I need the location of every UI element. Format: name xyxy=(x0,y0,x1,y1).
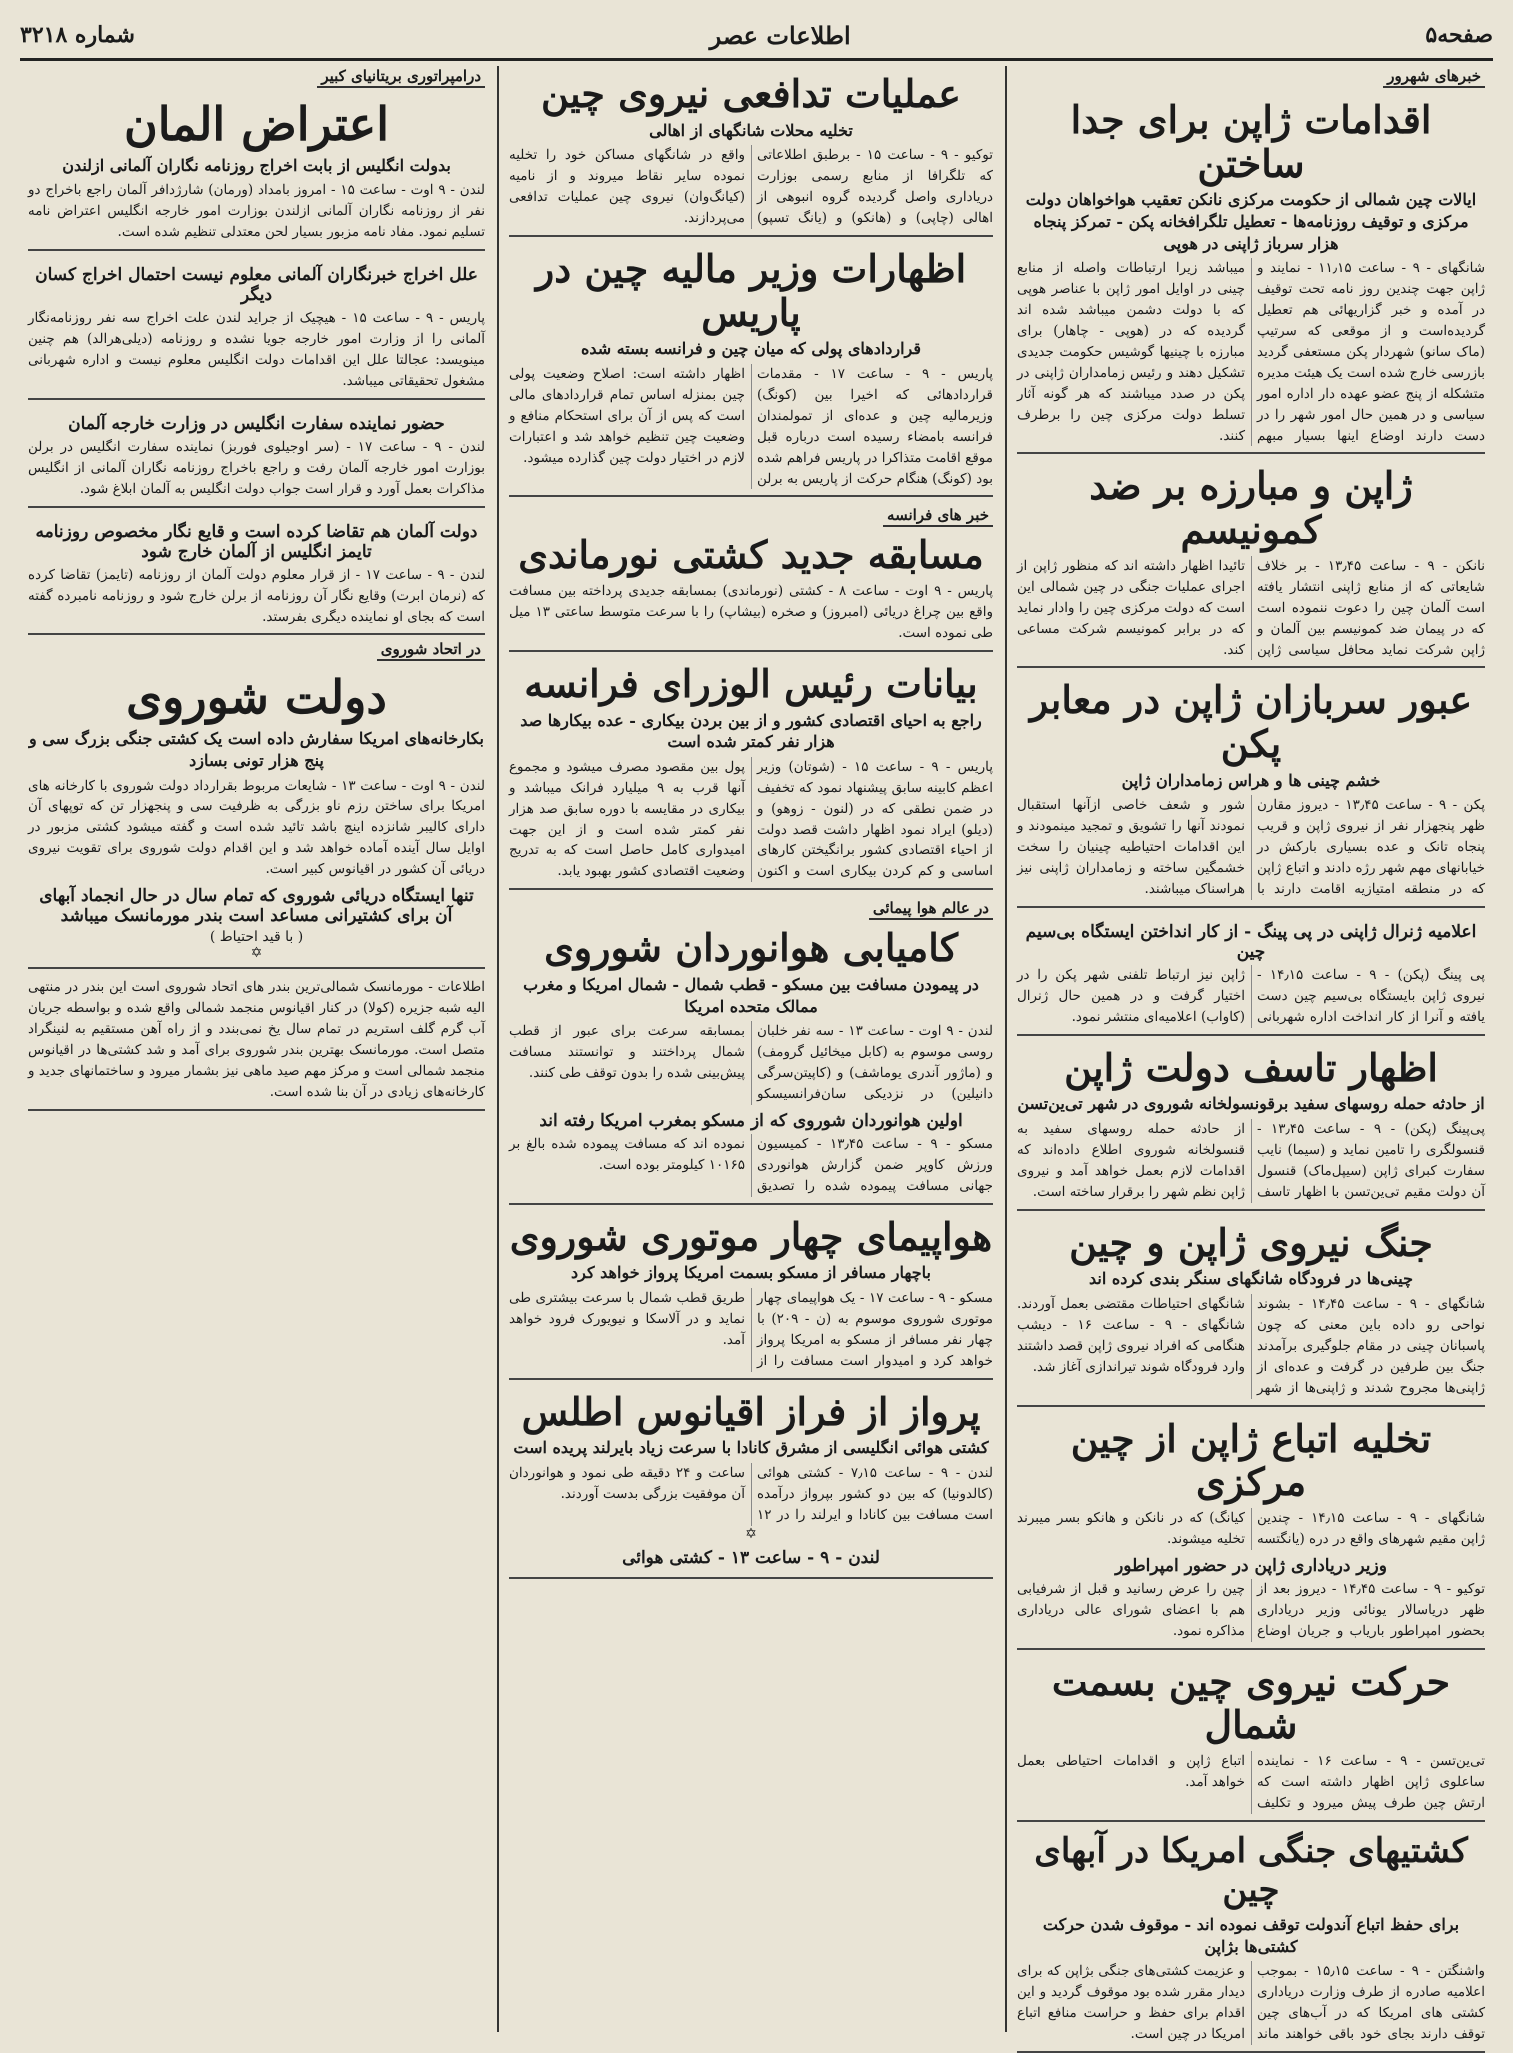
article-body: لندن - ۹ - ساعت ۱۷ - (سر اوجیلوی فوربز) نماینده سفارت انگلیس در برلن بوزارت امور خارجه آلمان رفت و راجع باخراج روزنامه نگاران آلمانی از انگلیس مذاکرات بعمل آورد و قرار است جواب دولت انگلیس به آلمان ابلاغ شود. xyxy=(28,438,485,497)
subheadline: چینی‌ها در فرودگاه شانگهای سنگر بندی کرده اند xyxy=(1089,1269,1413,1289)
small-headline: حضور نماینده سفارت انگلیس در وزارت خارجه آلمان xyxy=(68,413,445,434)
article-body: واشنگتن - ۹ - ساعت ۱۵٫۱۵ - بموجب اعلامیه صادره از طرف وزارت دریاداری کشتی های امریکا که در آب‌های چین توقف دارند بجای خود باقی خواهند ماند و عزیمت کشتی‌های جنگی بژاپن که برای دیدار مقرر شده بود موقوف گردید و این اقدام برای حفظ و حراست منافع اتباع امریکا در چین است. xyxy=(1017,1963,1486,2042)
article-body: لندن - ۹ - ساعت ۷٫۱۵ - کشتی هوائی (کالدونیا) که بین دو کشور بپرواز درآمده است مسافت بین کانادا و ایرلند را در ۱۲ ساعت و ۲۴ دقیقه طی نمود و هوانوردان آن موفقیت بزرگی بدست آوردند. xyxy=(509,1464,993,1523)
article xyxy=(28,92,485,251)
headline: پرواز از فراز اقیانوس اطلس xyxy=(521,1388,981,1434)
small-headline: وزیر دریاداری ژاپن در حضور امپراطور xyxy=(1115,1555,1387,1576)
article-body: نانکن - ۹ - ساعت ۱۳٫۴۵ - بر خلاف شایعاتی که از منابع ژاپنی انتشار یافته است آلمان چین را دعوت ننموده است که در پیمان ضد کمونیسم بین آلمان و ژاپن شرکت نماید محافل سیاسی ژاپن تائیدا اظهار داشته اند که منظور ژاپن از اجرای عملیات جنگی در چین شمالی این است که دولت مرکزی چین را وادار نماید که در برابر کمونیسم شرکت مساعی کند. xyxy=(1017,557,1485,658)
section-tag: در اتحاد شوروی xyxy=(377,640,485,661)
article xyxy=(1017,1215,1485,1407)
subheadline: راجع به احیای اقتصادی کشور و از بین بردن بیکاری - عده بیکارها صد هزار نفر کمتر شده است xyxy=(520,710,982,752)
headline: اقدامات ژاپن برای جدا ساختن xyxy=(1070,97,1432,186)
subheadline: بدولت انگلیس از بابت اخراج روزنامه نگاران آلمانی ازلندن xyxy=(62,155,451,175)
subheadline: بکارخانه‌های امریکا سفارش داده است یک کشتی جنگی بزرگ سی و پنج هزار تونی بسازد xyxy=(28,729,485,770)
article xyxy=(509,66,993,237)
headline: دولت شوروی xyxy=(126,670,387,725)
article-body: اطلاعات - مورمانسک شمالی‌ترین بندر های اتحاد شوروی است این بندر در منتهی الیه شبه جزیره (کولا) در کنار اقیانوس منجمد شمالی واقع شده و بواسطه جریان آب گرم گلف استریم در تمام سال یخ نمی‌بندد و از راه آهن مستقیم به لنینگراد متصل است. مورمانسک بهترین بندر شوروی برای آمد و شد کشتی‌ها در اقیانوس منجمد شمالی است و مرکز مهم صید ماهی نیز بشمار میرود و ساختمانهای جدید و کارخانه‌های زیادی در آن بنا شده است. xyxy=(28,979,485,1100)
subheadline: باچهار مسافر از مسکو بسمت امریکا پرواز خواهد کرد xyxy=(571,1263,931,1283)
masthead xyxy=(20,12,1493,61)
subheadline: در پیمودن مسافت بین مسکو - قطب شمال - شمال امریکا و مغرب ممالک متحده امریکا xyxy=(523,975,979,1016)
article xyxy=(509,656,993,890)
article-body: شانگهای - ۹ - ساعت ۱۱٫۱۵ - نمایند و ژاپن جهت چندین روز نامه تحت توقیف در آمده و خبر گزاریهائی هم تعطیل گردیده‌است و از موقعی که سرتیپ (ماک سانو) شهردار پکن مستعفی گردید بازرسی خارج شده است یک هیئت مدیره متشکله از پنج عضو عهده دار اداره امور سیاسی و در همین حال امور شهر را در دست دارند اوضاع اینها بسیار مبهم میباشد زیرا ارتباطات واصله از منابع چینی در اوایل امور ژاپن با عناصر هوپی که با دولت دشمن میباشد شده اند گردیده که در (هوپی - چاهار) برای مبارزه با چینیها گوشیس حکومت جدیدی تشکیل دهند و رئیس زمامداران ژاپنی در پکن در صدد میباشند که هر گونه آثار تسلط دولت مرکزی چین را برطرف کنند. xyxy=(1017,260,1486,444)
article-body: شانگهای - ۹ - ساعت ۱۴٫۱۵ - چندین ژاپن مقیم شهرهای واقع در دره (یانگتسه کیانگ) که در نانکن و هانکو بسر میبرند تخلیه میشوند. xyxy=(1017,1510,1486,1547)
article xyxy=(28,512,485,636)
article xyxy=(509,501,993,651)
article xyxy=(509,241,993,498)
article-body: توکیو - ۹ - ساعت ۱۴٫۴۵ - دیروز بعد از ظهر دریاسالار یونائی وزیر دریاداری بحضور امپراطور باریاب و جریان اوضاع چین را عرض رسانید و قبل از شرفیابی هم با اعضای شورای عالی دریاداری مذاکره نمود. xyxy=(1017,1580,1486,1639)
column-rule xyxy=(1005,66,1007,2032)
article-body: تی‌ین‌تسن - ۹ - ساعت ۱۶ - نماینده ساعلوی ژاپن اظهار داشته است که ارتش چین طرف پیش میرود و تکلیف اتباع ژاپن و اقدامات احتیاطی بعمل خواهد آمد. xyxy=(1017,1753,1486,1811)
article xyxy=(28,973,485,1111)
headline: کامیابی هوانوردان شوروی xyxy=(544,925,958,971)
headline: حرکت نیروی چین بسمت شمال xyxy=(1051,1658,1451,1748)
article xyxy=(509,894,993,1204)
headline: ژاپن و مبارزه بر ضد کمونیسم xyxy=(1089,463,1413,553)
article-body: پاریس - ۹ - ساعت ۱۵ - هیچیک از جراید لندن علت اخراج سه نفر روزنامه‌نگار آلمانی را از وزارت امور خارجه جویا نشده و روزنامه (دیلی‌هرالد) هم چنین مینویسد: عجالتا علل این اقدامات دولت انگلیس معلوم نیست و اداره شهربانی مشغول تحقیقاتی میباشد. xyxy=(28,310,485,390)
article-body: پی‌پینگ (پکن) - ۹ - ساعت ۱۳٫۴۵ - قنسولگری را تامین نماید و (سیما) نایب سفارت کبرای ژاپن (سیپل‌ماک) قنسول آن دولت مقیم تی‌ین‌تسن با اظهار تاسف از حادثه حمله روسهای سفید به قنسولخانه شوروی اطلاع داده‌اند که اقدامات لازم بعمل خواهد آمد و نیروی ژاپن نظم شهر را برقرار ساخته است. xyxy=(1017,1121,1486,1200)
newspaper-name: اطلاعات عصر xyxy=(709,20,851,50)
subheadline: کشتی هوائی انگلیسی از مشرق کانادا با سرعت زیاد بایرلند پریده است xyxy=(513,1438,989,1458)
subheadline: تخلیه محلات شانگهای از اهالی xyxy=(649,120,853,140)
small-headline: اولین هوانوردان شوروی که از مسکو بمغرب امریکا رفته اند xyxy=(539,1110,963,1131)
article xyxy=(1017,1826,1485,2053)
article-body: پکن - ۹ - ساعت ۱۳٫۴۵ - دیروز مقارن ظهر پنجهزار نفر از نیروی ژاپن و قریب پنجاه تانک و عده بسیاری بارکش در خیابانهای مهم شهر رژه دادند و اتباع ژاپن که در منطقه امتیازیه اقامت دارند با شور و شعف خاصی ازآنها استقبال نمودند آنها را تشویق و تمجید مینمودند و این اقدامات احتیاطیه چینیان را سخت خشمگین ساخته و زمامداران ژاپنی نیز هراسناک میباشند. xyxy=(1017,797,1486,898)
credit-line: ( با قید احتیاط ) xyxy=(209,929,304,946)
headline: عبور سربازان ژاپن در معابر پکن xyxy=(1029,677,1473,767)
subheadline: برای حفظ اتباع آندولت توقف نموده اند - موقوف شدن حرکت کشتی‌ها بژاپن xyxy=(1042,1914,1460,1956)
headline: عملیات تدافعی نیروی چین xyxy=(541,71,961,116)
column-left xyxy=(20,66,493,2032)
section-tag: در عالم هوا پیمائی xyxy=(869,899,993,920)
star-ornament: ✡ xyxy=(745,1525,757,1542)
article-body: پی پینگ (پکن) - ۹ - ساعت ۱۴٫۱۵ - نیروی ژاپن بایستگاه بی‌سیم چین دست یافته و آنرا از کار انداخت اداره شهربانی ژاپن نیز ارتباط تلفنی شهر پکن را در اختیار گرفت و در همین حال ژنرال (کاواب) اعلامیه‌ای منتشر نمود. xyxy=(1017,967,1486,1025)
article xyxy=(509,1384,993,1579)
page-label: صفحه۵ xyxy=(1425,22,1493,48)
article xyxy=(28,255,485,400)
article xyxy=(1017,1654,1485,1822)
column-middle xyxy=(501,66,1001,2032)
headline: تخلیه اتباع ژاپن از چین مرکزی xyxy=(1070,1415,1432,1505)
headline: مسابقه جدید کشتی نورماندی xyxy=(518,532,984,578)
small-headline: علل اخراج خبرنگاران آلمانی معلوم نیست احتمال اخراج کسان دیگر xyxy=(35,265,478,306)
headline: بیانات رئیس الوزرای فرانسه xyxy=(524,660,978,706)
article xyxy=(509,1209,993,1380)
headline: اظهارات وزیر مالیه چین در پاریس xyxy=(535,245,967,335)
footer-line: لندن - ۹ - ساعت ۱۳ - کشتی هوائی xyxy=(622,1547,880,1568)
section-tag: خبر های فرانسه xyxy=(883,506,993,527)
headline: اعتراض المان xyxy=(123,97,390,151)
column-right xyxy=(1009,66,1493,2042)
section-tag: خبرهای شهرور xyxy=(1383,67,1485,88)
article-body: لندن - ۹ اوت - ساعت ۱۵ - امروز بامداد (ورمان) شارژدافر آلمان راجع باخراج دو نفر از روزنامه نگاران آلمانی ازلندن بوزارت امور خارجه انگلیس اعتراض نامه تسلیم نمود. مفاد نامه مزبور بسیار لحن معتدلی تنظیم شده است. xyxy=(28,182,485,241)
section-tag: درامپراتوری بریتانیای کبیر xyxy=(317,67,485,88)
article xyxy=(28,404,485,508)
headline: جنگ نیروی ژاپن و چین xyxy=(1069,1219,1433,1265)
article xyxy=(1017,1411,1485,1650)
small-headline: دولت آلمان هم تقاضا کرده است و قایع نگار مخصوص روزنامه تایمز انگلیس از آلمان خارج شود xyxy=(35,521,478,562)
small-headline: اعلامیه ژنرال ژاپنی در پی پینگ - از کار انداختن ایستگاه بی‌سیم چین xyxy=(1025,922,1477,963)
issue-number: شماره ۳۲۱۸ xyxy=(20,22,135,48)
headline: هواپیمای چهار موتوری شوروی xyxy=(509,1213,993,1259)
subheadline: خشم چینی ها و هراس زمامداران ژاپن xyxy=(1121,770,1381,790)
article xyxy=(1017,672,1485,908)
article-body: لندن - ۹ اوت - ساعت ۱۳ - سه نفر خلبان روسی موسوم به (کابل میخائیل گرومف) و (ماژور آندری یوماشف) و (کاپیتن‌سرگی دانیلین) در نزدیکی سان‌فرانسیسکو بمسابقه سرعت برای عبور از قطب شمال پرداختند و توانستند مسافت پیش‌بینی شده را بدون توقف طی کنند. xyxy=(509,1023,993,1102)
star-ornament: ✡ xyxy=(250,945,263,962)
article xyxy=(1017,92,1485,454)
article-body: مسکو - ۹ - ساعت ۱۷ - یک هواپیمای چهار موتوری شوروی موسوم به (ن - ۲۰۹) با چهار نفر مسافر از مسکو به امریکا پرواز خواهد کرد و امیدوار است مسافت را از طریق قطب شمال با سرعت بیشتری طی نماید و در آلاسکا و نیویورک فرود خواهد آمد. xyxy=(509,1289,993,1369)
article-body: پاریس - ۹ - ساعت ۱۵ - (شوتان) وزیر اعظم کابینه سابق پیشنهاد نمود که تخفیف در ضمن نطقی که در (لنون - زوهو) و (دیلو) ایراد نمود اظهار داشت قصد دولت از احیاء اقتصادی کشور برانگیختن کارهای اساسی و کم کردن بیکاری است و اکنون پول بین مقصود مصرف میشود و مجموع آنها قرب به ۹ میلیارد فرانک میباشد و بیکاری در مقایسه با دوره سابق صد هزار نفر کمتر شده است و از این جهت امیدواری کامل حاصل است که به تدریج وضعیت اقتصادی کشور بهبود یابد. xyxy=(509,758,993,880)
article xyxy=(1017,912,1485,1036)
article xyxy=(1017,458,1485,668)
subheadline: ایالات چین شمالی از حکومت مرکزی نانکن تعقیب هواخواهان دولت مرکزی و توقیف روزنامه‌ها - تعطیل تلگرافخانه پکن - تمرکز پنجاه هزار سرباز ژاپنی در هوپی xyxy=(1025,190,1477,253)
article xyxy=(28,665,485,969)
subheadline: از حادثه حمله روسهای سفید برقونسولخانه شوروی در شهر تی‌ین‌تسن xyxy=(1017,1094,1485,1114)
small-headline: تنها ایستگاه دریائی شوروی که تمام سال در حال انجماد آبهای آن برای کشتیرانی مساعد است بندر مورمانسک میباشد xyxy=(39,886,474,927)
headline: اظهار تاسف دولت ژاپن xyxy=(1064,1044,1438,1090)
article-body: لندن - ۹ - ساعت ۱۷ - از قرار معلوم دولت آلمان از روزنامه (تایمز) تقاضا کرده که (نرمان ابرت) وقایع نگار آن روزنامه از برلن خارج شود و روزنامه نامبرده گفته است که بجای او نماینده دیگری بفرستد. xyxy=(28,566,486,625)
article-body: پاریس - ۹ - ساعت ۱۷ - مقدمات قراردادهائی که اخیرا بین (کونگ) وزیرمالیه چین و عده‌ای از تمولمندان فرانسه بامضاء رسیده است درباره قبل موقع اقامت متذاکرا در پاریس فراهم شده بود (کونگ) هنگام حرکت از پاریس به برلن اظهار داشته است: اصلاح وضعیت پولی چین بمنزله اساس تمام قراردادهای مالی است که پس از آن برای استحکام منافع و وضعیت چین تنظیم خواهد شد و اعتبارات لازم در اختیار دولت چین گذارده میشود. xyxy=(509,365,993,487)
article xyxy=(1017,1040,1485,1211)
article-body: شانگهای - ۹ - ساعت ۱۴٫۴۵ - بشوند نواحی رو داده باین معنی که چون پاسبانان چینی در مقام جلوگیری برآمدند جنگ بین طرفین در گرفت و عده‌ای از ژاپنی‌ها مجروح شدند و ژاپنی‌ها از شهر شانگهای احتیاطات مقتضی بعمل آوردند. شانگهای - ۹ - ساعت ۱۶ - دیشب هنگامی که افراد نیروی ژاپن قصد داشتند وارد فرودگاه شوند تیراندازی آغاز شد. xyxy=(1017,1296,1486,1396)
column-rule xyxy=(497,66,499,2032)
article-body: پاریس - ۹ اوت - ساعت ۸ - کشتی (نورماندی) بمسابقه جدیدی پرداخته بین مسافت واقع بین چراغ دریائی (امبروز) و صخره (بیشاپ) را با سرعت متوسط ساعتی ۱۳ میل طی نموده است. xyxy=(509,583,994,641)
headline: کشتیهای جنگی امریکا در آبهای چین xyxy=(1034,1830,1468,1910)
article-body: توکیو - ۹ - ساعت ۱۵ - برطبق اطلاعاتی که تلگرافا از منابع رسمی بوزارت دریاداری واصل گردیده گروه انبوهی از اهالی (چاپی) و (هانکو) و (یانگ تسپو) واقع در شانگهای مساکن خود را تخلیه نموده سایر نقاط میروند و از نامیه (کیانگ‌وان) نیروی چین عملیات تدافعی می‌پردازند. xyxy=(509,147,994,227)
article-body: لندن - ۹ اوت - ساعت ۱۳ - شایعات مربوط بقرارداد دولت شوروی با کارخانه های امریکا برای ساختن رزم ناو بزرگی به ظرفیت سی و پنجهزار تن که توپهای آن دارای کالیبر شانزده اینچ باشد تائید شده است و گفته میشود کشتی مزبور در اوایل سال آینده آماده خواهد شد و این اقدام دولت شوروی برای تقویت نیروی دریائی آن کشور در اقیانوس کبیر است. xyxy=(28,777,485,878)
article-body: مسکو - ۹ - ساعت ۱۳٫۴۵ - کمیسیون ورزش کاوپر ضمن گزارش هوانوردی جهانی مسافت پیموده شده را تصدیق نموده اند که مسافت پیموده شده بالغ بر ۱۰۱۶۵ کیلومتر بوده است. xyxy=(509,1135,993,1194)
subheadline: قراردادهای پولی که میان چین و فرانسه بسته شده xyxy=(580,339,922,359)
